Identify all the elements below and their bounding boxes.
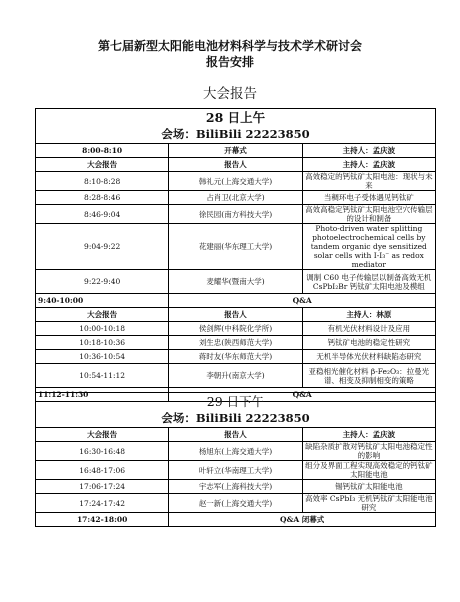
table-row: 10:54-11:12 李朝升(南京大学) 亚稳相光催化材料 β-Fe₂O₃：拉曼光谱、相变及抑制相变的策略 xyxy=(36,364,436,388)
table-row: 8:28-8:46 占肖卫(北京大学) 当稠环电子受体遇见钙钛矿 xyxy=(36,191,436,205)
table-row: 8:00-8:10 开幕式 主持人：孟庆波 xyxy=(36,144,436,158)
table-row: 17:06-17:24 宇志军(上海科技大学) 锡钙钛矿太阳能电池 xyxy=(36,480,436,494)
table-row: 10:00-10:18 侯剑辉(中科院化学所) 有机光伏材料设计及应用 xyxy=(36,322,436,336)
qa-row: 17:42-18:00 Q&A 闭幕式 xyxy=(36,513,436,527)
table-row: 16:48-17:06 叶轩立(华南理工大学) 组分及界面工程实现高效稳定的钙钛矿太阳能电池 xyxy=(36,461,436,480)
venue-heading: 会场：BiliBili 22223850 xyxy=(36,126,436,144)
document-subtitle: 报告安排 xyxy=(205,55,254,69)
table-row: 17:24-17:42 赵一新(上海交通大学) 高效率 CsPbI₃ 无机钙钛矿太阳能电池研究 xyxy=(36,494,436,513)
day-heading: 29 日下午 xyxy=(36,393,436,411)
qa-row: 11:12-11:30 Q&A xyxy=(36,388,436,402)
table-row: 大会报告 报告人 主持人：林原 xyxy=(36,308,436,322)
qa-row: 9:40-10:00 Q&A xyxy=(36,294,436,308)
schedule-table-day29 xyxy=(35,392,436,527)
day-heading: 28 日上午 xyxy=(36,109,436,127)
table-row: 8:10-8:28 韩礼元(上海交通大学) 高效稳定的钙钛矿太阳电池：现状与未来 xyxy=(36,172,436,191)
table-row: 9:04-9:22 花建丽(华东理工大学) Photo-driven water splitting photoelectrochemical cells by tandem organic dye sensitized solar cells with I-I₃⁻ as redox mediator xyxy=(36,224,436,270)
document-title: 第七届新型太阳能电池材料科学与技术学术研讨会 xyxy=(97,39,362,53)
table-row: 9:22-9:40 麦耀华(暨南大学) 调制 C60 电子传输层以制备高效无机 CsPbI₂Br 钙钛矿太阳电池及模组 xyxy=(36,270,436,294)
schedule-table-day28 xyxy=(35,108,436,402)
table-row: 8:46-9:04 徐民园(南方科技大学) 高效高稳定钙钛矿太阳电池空穴传输层的设计和制备 xyxy=(36,205,436,224)
table-row: 16:30-16:48 杨旭东(上海交通大学) 缺陷杂质扩散对钙钛矿太阳电池稳定性的影响 xyxy=(36,442,436,461)
section-heading: 大会报告 xyxy=(203,86,257,102)
table-row: 10:18-10:36 刘生忠(陕西师范大学) 钙钛矿电池的稳定性研究 xyxy=(36,336,436,350)
table-row: 大会报告 报告人 主持人：孟庆波 xyxy=(36,158,436,172)
venue-heading: 会场：BiliBili 22223850 xyxy=(36,410,436,428)
table-row: 大会报告 报告人 主持人：孟庆波 xyxy=(36,428,436,442)
table-row: 10:36-10:54 蒋时友(华东师范大学) 无机半导体光伏材料缺陷态研究 xyxy=(36,350,436,364)
